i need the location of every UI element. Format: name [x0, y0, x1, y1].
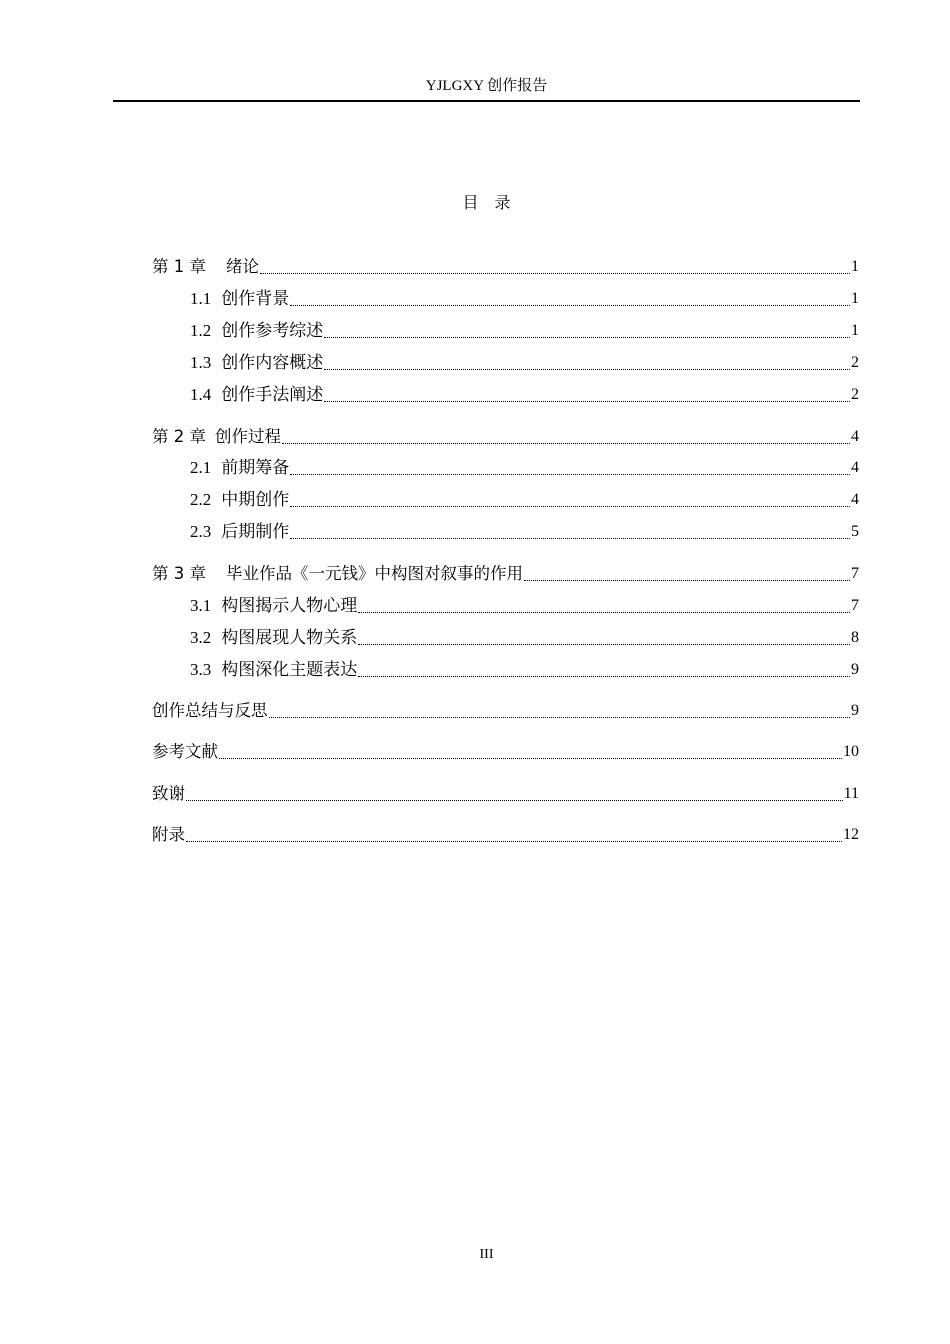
- toc-dot-leader: [260, 269, 850, 274]
- toc-entry-page: 7: [851, 565, 859, 582]
- toc-entry-acknowledgements[interactable]: [152, 782, 859, 806]
- toc-entry-number: 1.4: [190, 385, 212, 404]
- toc-entry-text: 创作内容概述: [221, 353, 324, 372]
- toc-entry-text: 前期筹备: [221, 458, 290, 477]
- toc-entry-number: 3.2: [190, 628, 212, 647]
- toc-entry-number: 3.1: [190, 596, 212, 615]
- toc-entry-text: 创作背景: [221, 289, 290, 308]
- toc-entry-text: 创作过程: [215, 427, 281, 446]
- toc-entry-page: 5: [851, 523, 859, 540]
- toc-entry-section-3-1[interactable]: [190, 594, 859, 618]
- toc-title: 目 录: [462, 195, 511, 212]
- toc-dot-leader: [186, 837, 842, 842]
- toc-dot-leader: [269, 713, 851, 718]
- toc-entry-summary[interactable]: [152, 699, 859, 723]
- toc-entry-text: 构图深化主题表达: [221, 660, 358, 679]
- toc-entry-text: 毕业作品《一元钱》中构图对叙事的作用: [226, 564, 523, 583]
- toc-entry-number: 3.3: [190, 660, 212, 679]
- toc-entry-text: 中期创作: [221, 490, 290, 509]
- toc-entry-text: 构图揭示人物心理: [221, 596, 358, 615]
- toc-entry-number: 2.3: [190, 522, 212, 541]
- toc-entry-section-3-3[interactable]: [190, 658, 859, 682]
- toc-entry-page: 8: [851, 629, 859, 646]
- toc-entry-text: 致谢: [152, 784, 185, 803]
- toc-dot-leader: [290, 470, 850, 475]
- toc-entry-text: 绪论: [226, 257, 259, 276]
- toc-entry-number: 1.1: [190, 289, 212, 308]
- toc-entry-number: 2.2: [190, 490, 212, 509]
- page-header: [113, 76, 860, 96]
- toc-dot-leader: [186, 796, 843, 801]
- header-rule: [113, 100, 860, 102]
- toc-entry-number: 第 3 章: [152, 564, 206, 583]
- toc-entry-page: 2: [851, 354, 859, 371]
- toc-entry-text: 创作总结与反思: [152, 701, 268, 720]
- toc-dot-leader: [290, 502, 850, 507]
- toc-entry-page: 9: [851, 661, 859, 678]
- toc-dot-leader: [290, 534, 850, 539]
- header-title: YJLGXY 创作报告: [425, 78, 548, 94]
- toc-entry-references[interactable]: [152, 740, 859, 764]
- toc-entry-number: 2.1: [190, 458, 212, 477]
- toc-entry-chapter-3[interactable]: [152, 562, 859, 586]
- toc-entry-section-1-4[interactable]: [190, 383, 859, 407]
- toc-entry-number: 第 1 章: [152, 257, 206, 276]
- toc-dot-leader: [324, 333, 850, 338]
- toc-entry-page: 4: [851, 428, 859, 445]
- page-number: III: [479, 1247, 494, 1262]
- toc-dot-leader: [282, 439, 850, 444]
- toc-entry-page: 7: [851, 597, 859, 614]
- toc-entry-number: 第 2 章: [152, 427, 206, 446]
- toc-dot-leader: [358, 672, 850, 677]
- toc-entry-text: 附录: [152, 825, 185, 844]
- toc-dot-leader: [524, 576, 850, 581]
- toc-dot-leader: [290, 301, 850, 306]
- toc-dot-leader: [219, 754, 842, 759]
- toc-entry-text: 创作手法阐述: [221, 385, 324, 404]
- toc-entry-appendix[interactable]: [152, 823, 859, 847]
- toc-entry-page: 1: [851, 258, 859, 275]
- toc-entry-text: 后期制作: [221, 522, 290, 541]
- toc-entry-page: 4: [851, 459, 859, 476]
- toc-entry-page: 12: [843, 826, 859, 843]
- toc-entry-chapter-1[interactable]: [152, 255, 859, 279]
- toc-entry-text: 创作参考综述: [221, 321, 324, 340]
- toc-entry-section-1-1[interactable]: [190, 287, 859, 311]
- toc-entry-section-2-1[interactable]: [190, 456, 859, 480]
- toc-entry-page: 1: [851, 322, 859, 339]
- toc-entry-page: 10: [843, 743, 859, 760]
- toc-entry-text: 构图展现人物关系: [221, 628, 358, 647]
- toc-entry-number: 1.3: [190, 353, 212, 372]
- toc-entry-section-1-3[interactable]: [190, 351, 859, 375]
- toc-entry-text: 参考文献: [152, 742, 218, 761]
- page-footer: [113, 1245, 860, 1265]
- toc-entry-number: 1.2: [190, 321, 212, 340]
- toc-entry-section-1-2[interactable]: [190, 319, 859, 343]
- toc-dot-leader: [358, 608, 850, 613]
- toc-entry-page: 4: [851, 491, 859, 508]
- toc-entry-chapter-2[interactable]: [152, 425, 859, 449]
- toc-dot-leader: [324, 365, 850, 370]
- toc-entry-page: 11: [843, 785, 859, 802]
- toc-entry-section-2-3[interactable]: [190, 520, 859, 544]
- toc-entry-page: 1: [851, 290, 859, 307]
- toc-entry-section-2-2[interactable]: [190, 488, 859, 512]
- toc-dot-leader: [358, 640, 850, 645]
- toc-entry-page: 9: [851, 702, 859, 719]
- toc-entry-section-3-2[interactable]: [190, 626, 859, 650]
- toc-entry-page: 2: [851, 386, 859, 403]
- toc-dot-leader: [324, 397, 850, 402]
